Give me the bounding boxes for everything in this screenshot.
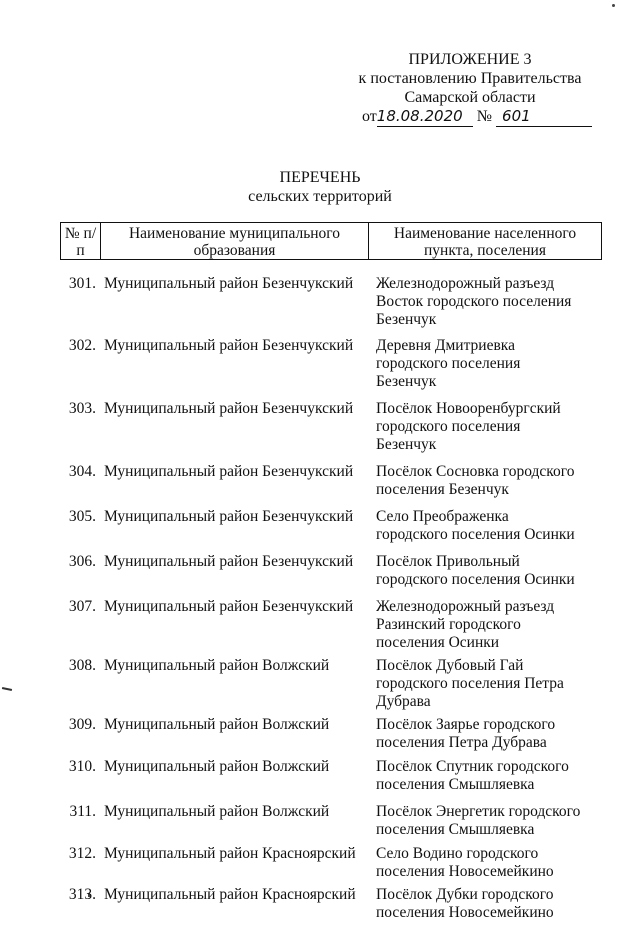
- row-number: 307.: [68, 598, 96, 615]
- row-settlement: Село Преображенка городского поселения Осинки: [376, 508, 575, 543]
- table-row: [60, 275, 605, 329]
- table-row: [60, 716, 605, 752]
- row-number: 310.: [68, 758, 96, 775]
- row-municipality: Муниципальный район Красноярский: [104, 845, 356, 862]
- scan-speck: [612, 4, 615, 7]
- row-municipality: Муниципальный район Волжский: [104, 716, 330, 733]
- header-number: № п/п: [61, 223, 101, 259]
- appendix-date-number-line: [340, 107, 600, 127]
- number-label: №: [476, 108, 493, 125]
- row-number: 306.: [68, 553, 96, 570]
- row-municipality: Муниципальный район Волжский: [104, 803, 330, 820]
- row-settlement: Посёлок Энергетик городского поселения Смышляевка: [376, 803, 581, 838]
- row-settlement: Посёлок Дубовый Гай городского поселения Петра Дубрава: [376, 657, 564, 710]
- row-number: 304.: [68, 463, 96, 480]
- row-number: 313.: [68, 886, 96, 903]
- appendix-region-line: Самарской области: [404, 89, 536, 106]
- row-settlement: Посёлок Сосновка городского поселения Безенчук: [376, 463, 575, 498]
- row-settlement: Посёлок Привольный городского поселения Осинки: [376, 553, 575, 588]
- table-row: [60, 337, 605, 391]
- row-municipality: Муниципальный район Безенчукский: [104, 598, 354, 615]
- table-row: [60, 463, 605, 499]
- appendix-block: [340, 50, 600, 127]
- table-row: [60, 400, 605, 454]
- row-settlement: Железнодорожный разъезд Разинский городского поселения Осинки: [376, 598, 555, 651]
- row-number: 301.: [68, 275, 96, 292]
- table-row: [60, 845, 605, 881]
- table-row: [60, 803, 605, 839]
- list-heading: ПЕРЕЧЕНЬ: [279, 169, 361, 186]
- row-number: 302.: [68, 337, 96, 354]
- row-number: 305.: [68, 508, 96, 525]
- row-municipality: Муниципальный район Безенчукский: [104, 463, 354, 480]
- handwritten-number: 601: [496, 107, 592, 127]
- table-header: [60, 222, 602, 260]
- row-settlement: Посёлок Новооренбургский городского поселения Безенчук: [376, 400, 561, 453]
- header-municipality: Наименование муниципального образования: [101, 223, 369, 259]
- handwritten-date: 18.08.2020: [377, 107, 473, 127]
- row-settlement: Железнодорожный разъезд Восток городского поселения Безенчук: [376, 275, 572, 328]
- row-municipality: Муниципальный район Безенчукский: [104, 275, 354, 292]
- table-body: [60, 275, 605, 928]
- table-row: [60, 598, 605, 652]
- row-number: 312.: [68, 845, 96, 862]
- row-settlement: Посёлок Спутник городского поселения Смышляевка: [376, 758, 569, 793]
- row-municipality: Муниципальный район Безенчукский: [104, 508, 354, 525]
- row-number: 303.: [68, 400, 96, 417]
- table-row: [60, 657, 605, 711]
- from-label: от: [362, 108, 377, 125]
- list-subheading: сельских территорий: [248, 188, 392, 205]
- row-settlement: Село Водино городского поселения Новосемейкино: [376, 845, 554, 880]
- row-municipality: Муниципальный район Волжский: [104, 758, 330, 775]
- row-municipality: Муниципальный район Красноярский: [104, 886, 356, 903]
- row-settlement: Посёлок Дубки городского поселения Новосемейкино: [376, 886, 554, 921]
- row-municipality: Муниципальный район Безенчукский: [104, 553, 354, 570]
- header-settlement: Наименование населенного пункта, поселения: [393, 225, 577, 259]
- row-settlement: Посёлок Заярье городского поселения Петра Дубрава: [376, 716, 556, 751]
- row-number: 311.: [69, 803, 96, 820]
- table-row: [60, 553, 605, 589]
- list-title: [0, 168, 640, 206]
- appendix-decree-line: к постановлению Правительства: [358, 70, 582, 87]
- row-municipality: Муниципальный район Волжский: [104, 657, 330, 674]
- appendix-title: ПРИЛОЖЕНИЕ 3: [408, 51, 532, 68]
- table-row: [60, 886, 605, 922]
- row-municipality: Муниципальный район Безенчукский: [104, 337, 354, 354]
- row-settlement: Деревня Дмитриевка городского поселения Безенчук: [376, 337, 521, 390]
- row-number: 309.: [68, 716, 96, 733]
- table-row: [60, 758, 605, 794]
- row-municipality: Муниципальный район Безенчукский: [104, 400, 354, 417]
- scan-mark: [2, 687, 12, 691]
- row-number: 308.: [68, 657, 96, 674]
- table-row: [60, 508, 605, 544]
